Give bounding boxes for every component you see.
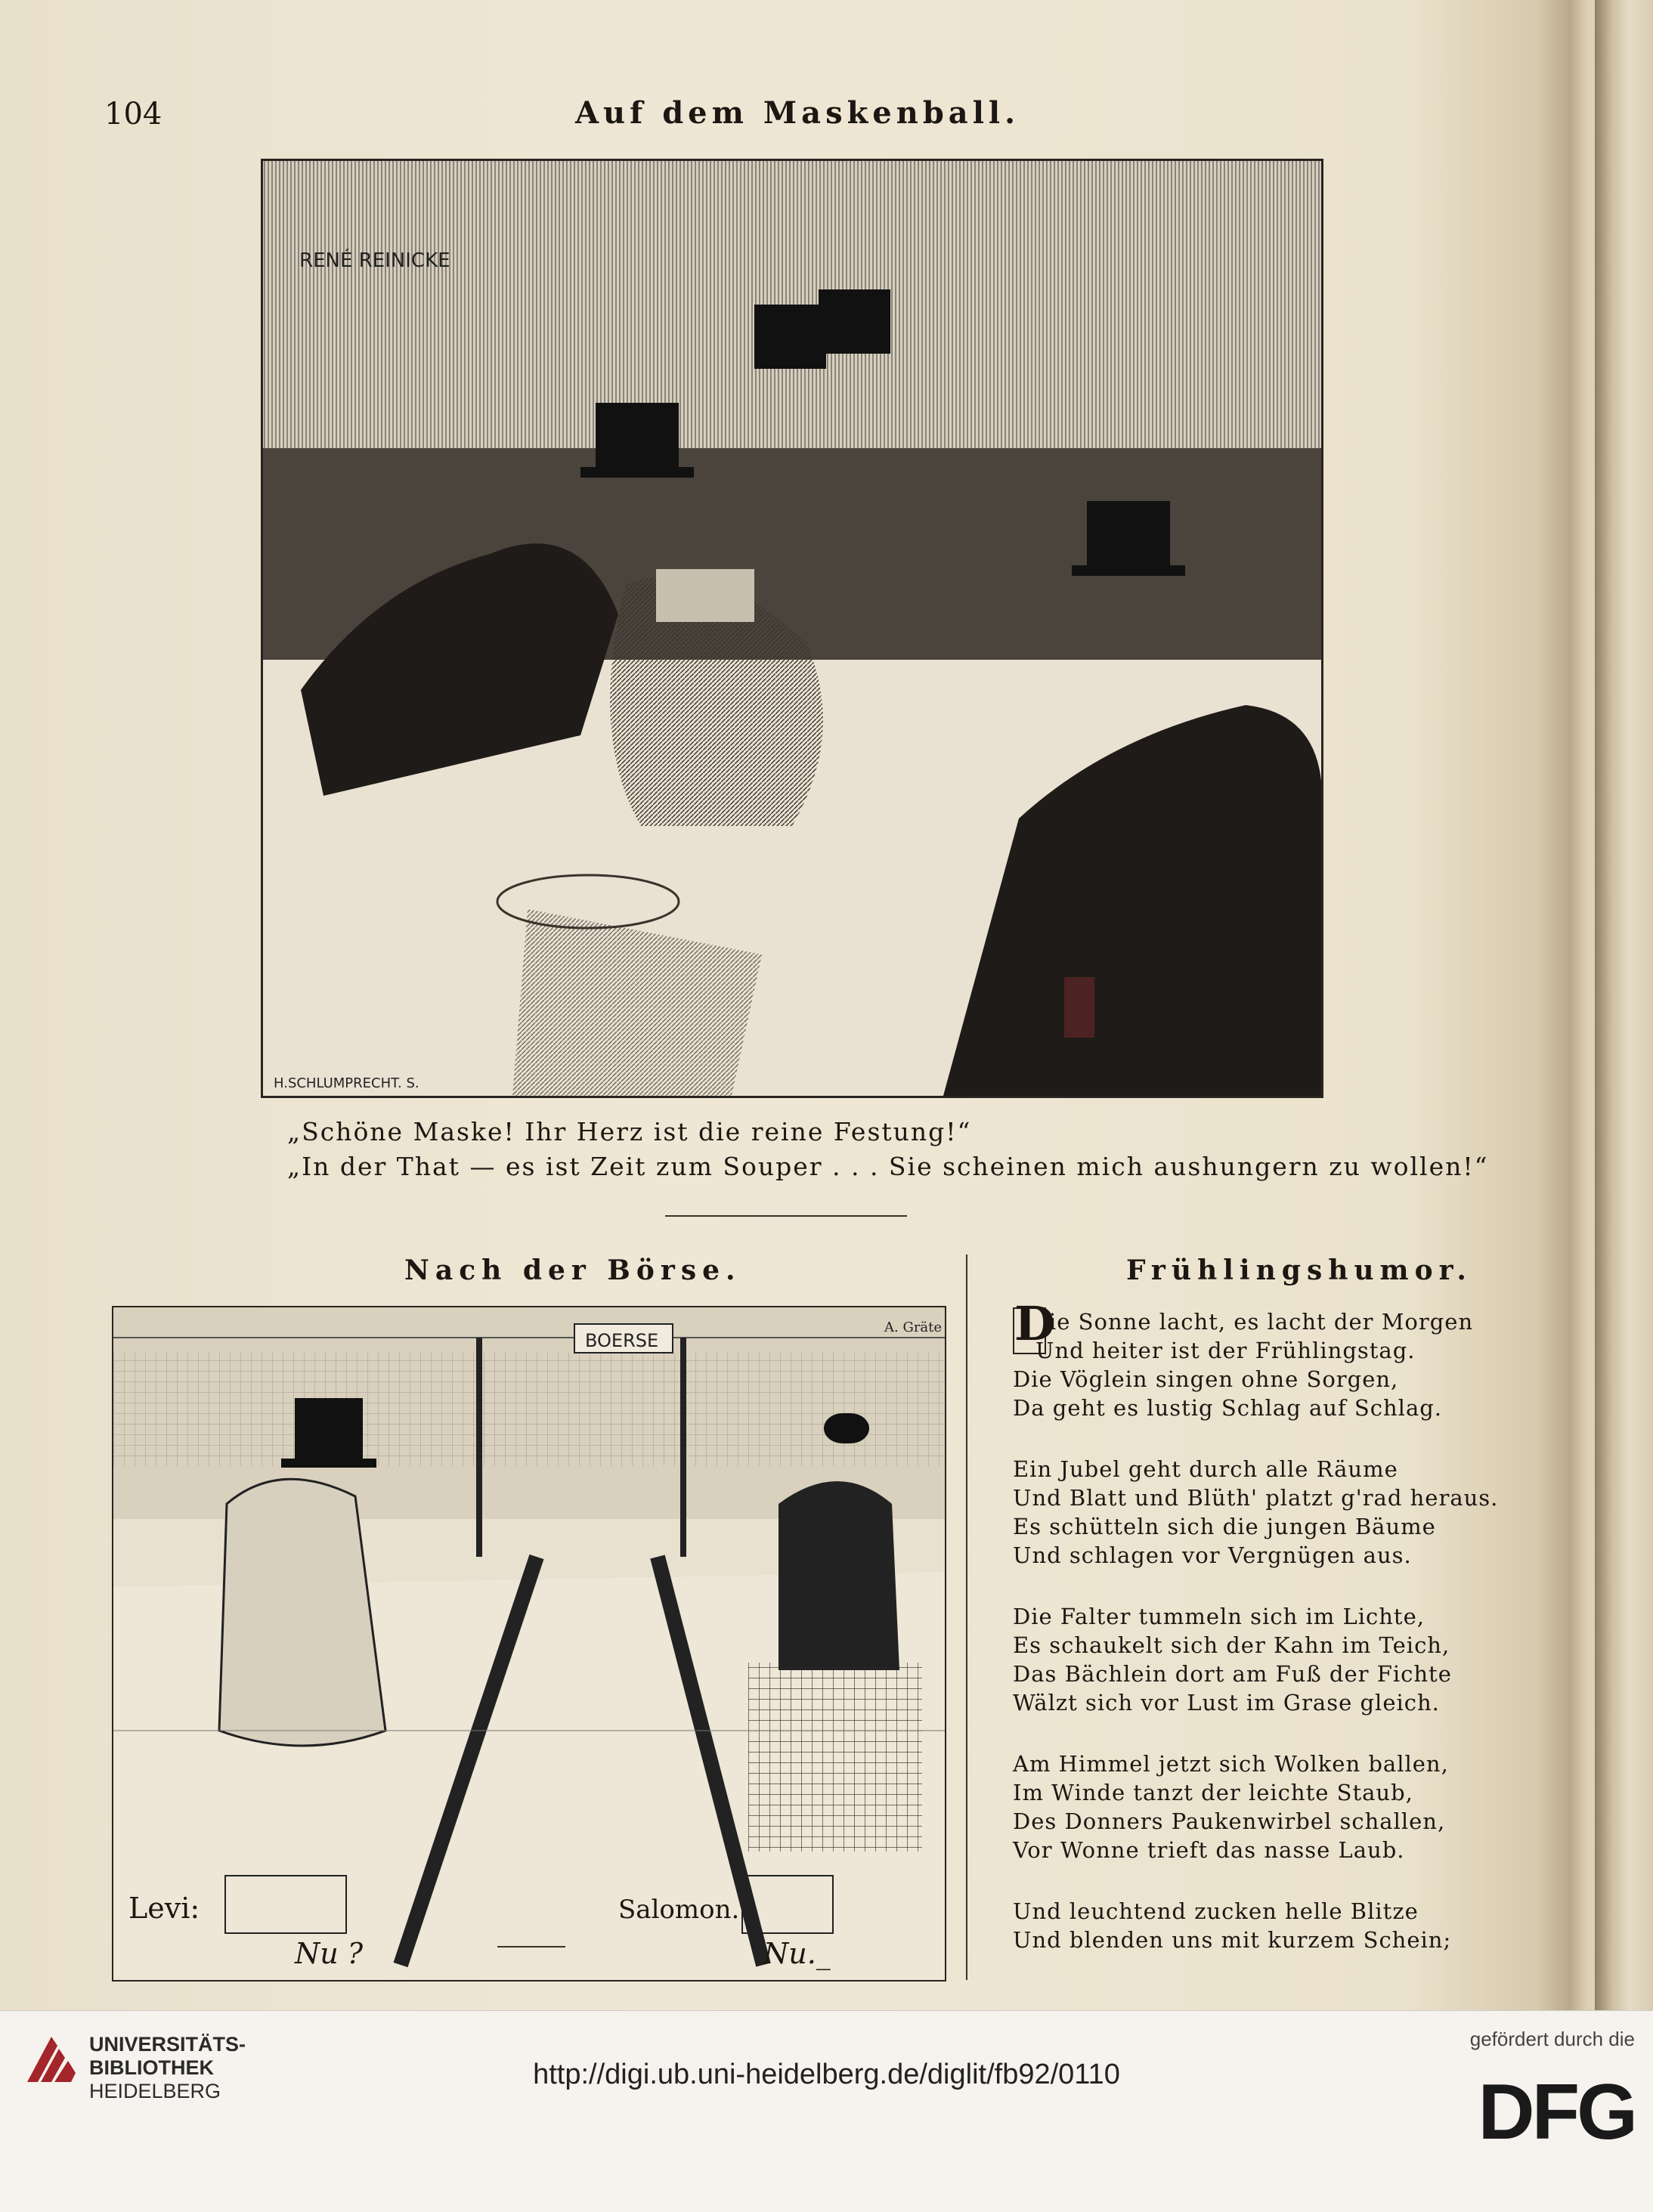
column-divider (966, 1254, 967, 1980)
poem-line: Und schlagen vor Vergnügen aus. (1013, 1542, 1412, 1568)
divider-bottom (497, 1946, 565, 1947)
section-title-right: Frühlingshumor. (1126, 1254, 1472, 1286)
adjacent-page-edge (1595, 0, 1653, 2010)
poem-line: Und heiter ist der Frühlingstag. (1035, 1338, 1416, 1363)
poem-line: Wälzt sich vor Lust im Grase gleich. (1013, 1690, 1440, 1715)
label-salomon: Salomon. (618, 1895, 740, 1925)
boerse-sign: BOERSE (585, 1330, 659, 1351)
caption-line-2: „In der That — es ist Zeit zum Souper . . . Sie scheinen mich aushungern zu wollen!“ (287, 1152, 1489, 1181)
poem-line: Vor Wonne trieft das nasse Laub. (1013, 1837, 1405, 1863)
illustration-signature-bottom: H.SCHLUMPRECHT. S. (274, 1075, 419, 1091)
poem-line: Ein Jubel geht durch alle Räume (1013, 1456, 1398, 1482)
illustration-signature-top: RENÉ REINICKE (299, 249, 450, 272)
poem-stanza (1013, 1296, 1527, 1422)
poem-line: Es schütteln sich die jungen Bäume (1013, 1514, 1436, 1539)
poem-stanza (1013, 1455, 1527, 1570)
page-title: Auf dem Maskenball. (574, 95, 1020, 131)
poem-line: Des Donners Paukenwirbel schallen, (1013, 1808, 1446, 1834)
poem-line: Am Himmel jetzt sich Wolken ballen, (1013, 1751, 1449, 1777)
permalink[interactable]: http://digi.ub.uni-heidelberg.de/diglit/fb92/0110 (533, 2059, 1120, 2090)
illustration-artist: A. Gräte (884, 1319, 943, 1335)
poem-line: Die Falter tummeln sich im Lichte, (1013, 1604, 1425, 1629)
boerse-illustration (112, 1306, 946, 1982)
poem-line: Die Vöglein singen ohne Sorgen, (1013, 1366, 1399, 1392)
poem-stanza (1013, 1602, 1527, 1717)
note-levi: Nu ? (295, 1937, 364, 1970)
poem-line: Und blenden uns mit kurzem Schein; (1013, 1927, 1452, 1953)
note-salomon: Nu._ (763, 1937, 831, 1970)
poem (1013, 1296, 1527, 1987)
masked-ball-illustration (261, 159, 1323, 1098)
viewer-footer (0, 2010, 1653, 2212)
funder-label: gefördert durch die (1469, 2028, 1635, 2050)
section-title-left: Nach der Börse. (404, 1254, 741, 1286)
poem-line: Die Sonne lacht, es lacht der Morgen (1013, 1307, 1527, 1336)
library-name[interactable]: UNIVERSITÄTS- BIBLIOTHEK HEIDELBERG (89, 2033, 246, 2102)
dfg-logo[interactable]: DFG (1478, 2068, 1635, 2156)
poem-line: Das Bächlein dort am Fuß der Fichte (1013, 1661, 1452, 1687)
poem-line: Und leuchtend zucken helle Blitze (1013, 1898, 1419, 1924)
poem-line: Im Winde tanzt der leichte Staub, (1013, 1780, 1413, 1805)
poem-stanza (1013, 1749, 1527, 1864)
page-number: 104 (104, 97, 163, 131)
poem-line: Es schaukelt sich der Kahn im Teich, (1013, 1632, 1450, 1658)
poem-line: Da geht es lustig Schlag auf Schlag. (1013, 1395, 1443, 1421)
drop-cap: D (1013, 1307, 1046, 1354)
divider (665, 1215, 907, 1217)
poem-line: Und Blatt und Blüth' platzt g'rad heraus. (1013, 1485, 1499, 1511)
label-levi: Levi: (128, 1892, 200, 1925)
poem-stanza (1013, 1897, 1527, 1954)
caption-line-1: „Schöne Maske! Ihr Herz ist die reine Festung!“ (287, 1117, 972, 1146)
